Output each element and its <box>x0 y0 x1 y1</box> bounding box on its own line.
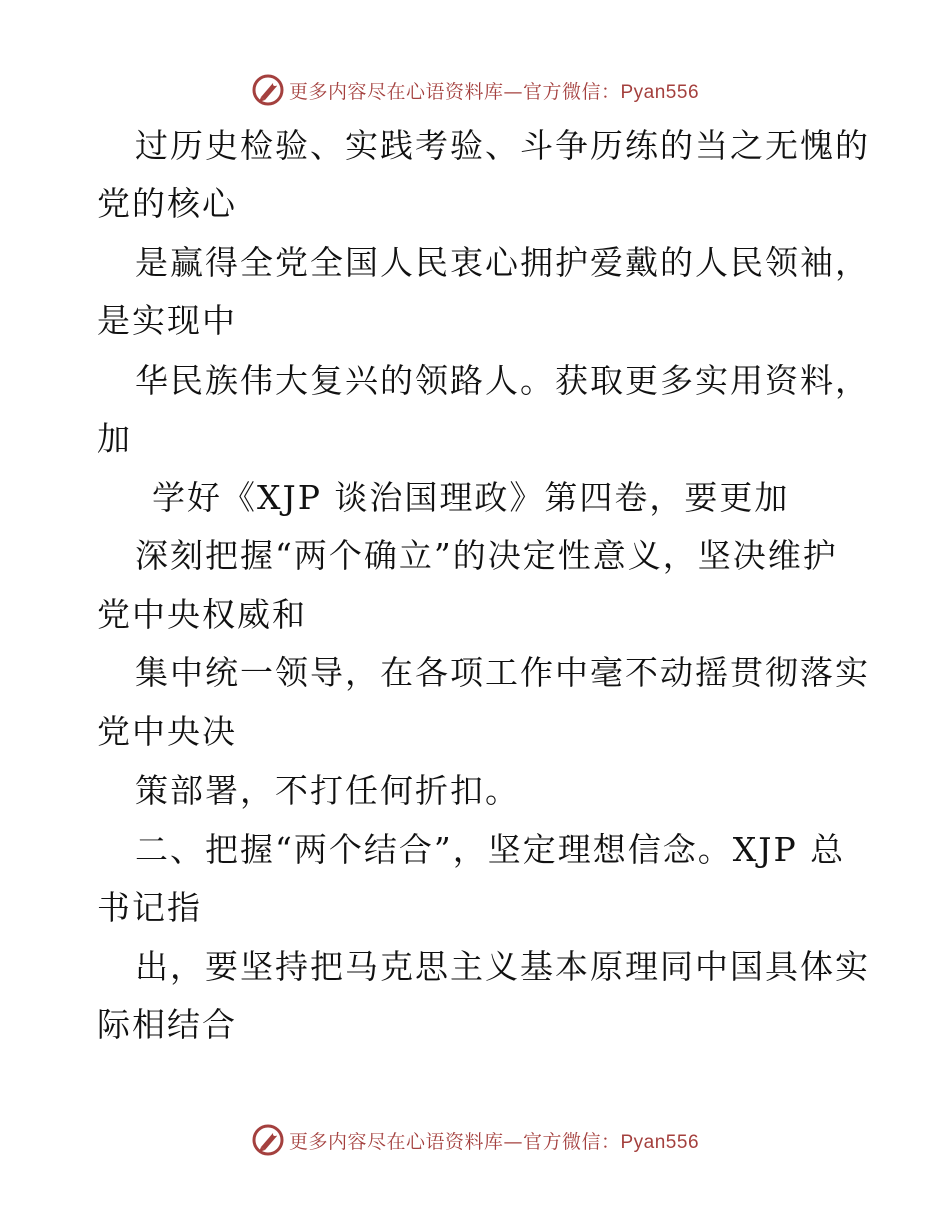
text-line: 过历史检验、实践考验、斗争历练的当之无愧的 <box>135 126 870 165</box>
watermark-dash: — <box>503 1130 523 1153</box>
text-line: 学好《XJP 谈治国理政》第四卷，要更加 <box>152 478 790 517</box>
text-line: 是实现中 <box>97 301 237 340</box>
pen-logo-icon <box>251 73 285 107</box>
watermark-wechat-text: 官方微信：Pyan556 <box>523 81 700 103</box>
header-watermark <box>0 70 950 110</box>
text-line: 党中央权威和 <box>97 595 307 634</box>
text-line: 党中央决 <box>97 712 237 751</box>
text-line: 华民族伟大复兴的领路人。获取更多实用资料， <box>135 361 870 400</box>
text-line: 加 <box>97 419 132 458</box>
footer-watermark <box>0 1120 950 1160</box>
text-line: 策部署，不打任何折扣。 <box>135 771 520 810</box>
text-line: 集中统一领导，在各项工作中毫不动摇贯彻落实 <box>135 653 870 692</box>
text-line: 际相结合 <box>97 1005 237 1044</box>
watermark-main-text: 更多内容尽在心语资料库 <box>288 1130 504 1153</box>
text-line: 党的核心 <box>97 184 237 223</box>
text-line: 二、把握“两个结合”，坚定理想信念。XJP 总 <box>135 830 846 869</box>
watermark-wechat-text: 官方微信：Pyan556 <box>523 1131 700 1153</box>
text-line: 深刻把握“两个确立”的决定性意义，坚决维护 <box>135 536 838 575</box>
text-line: 出，要坚持把马克思主义基本原理同中国具体实 <box>135 947 870 986</box>
watermark-dash: — <box>503 80 523 103</box>
text-line: 是赢得全党全国人民衷心拥护爱戴的人民领袖， <box>135 243 870 282</box>
pen-logo-icon <box>251 1123 285 1157</box>
text-line: 书记指 <box>97 888 202 927</box>
watermark-main-text: 更多内容尽在心语资料库 <box>288 80 504 103</box>
